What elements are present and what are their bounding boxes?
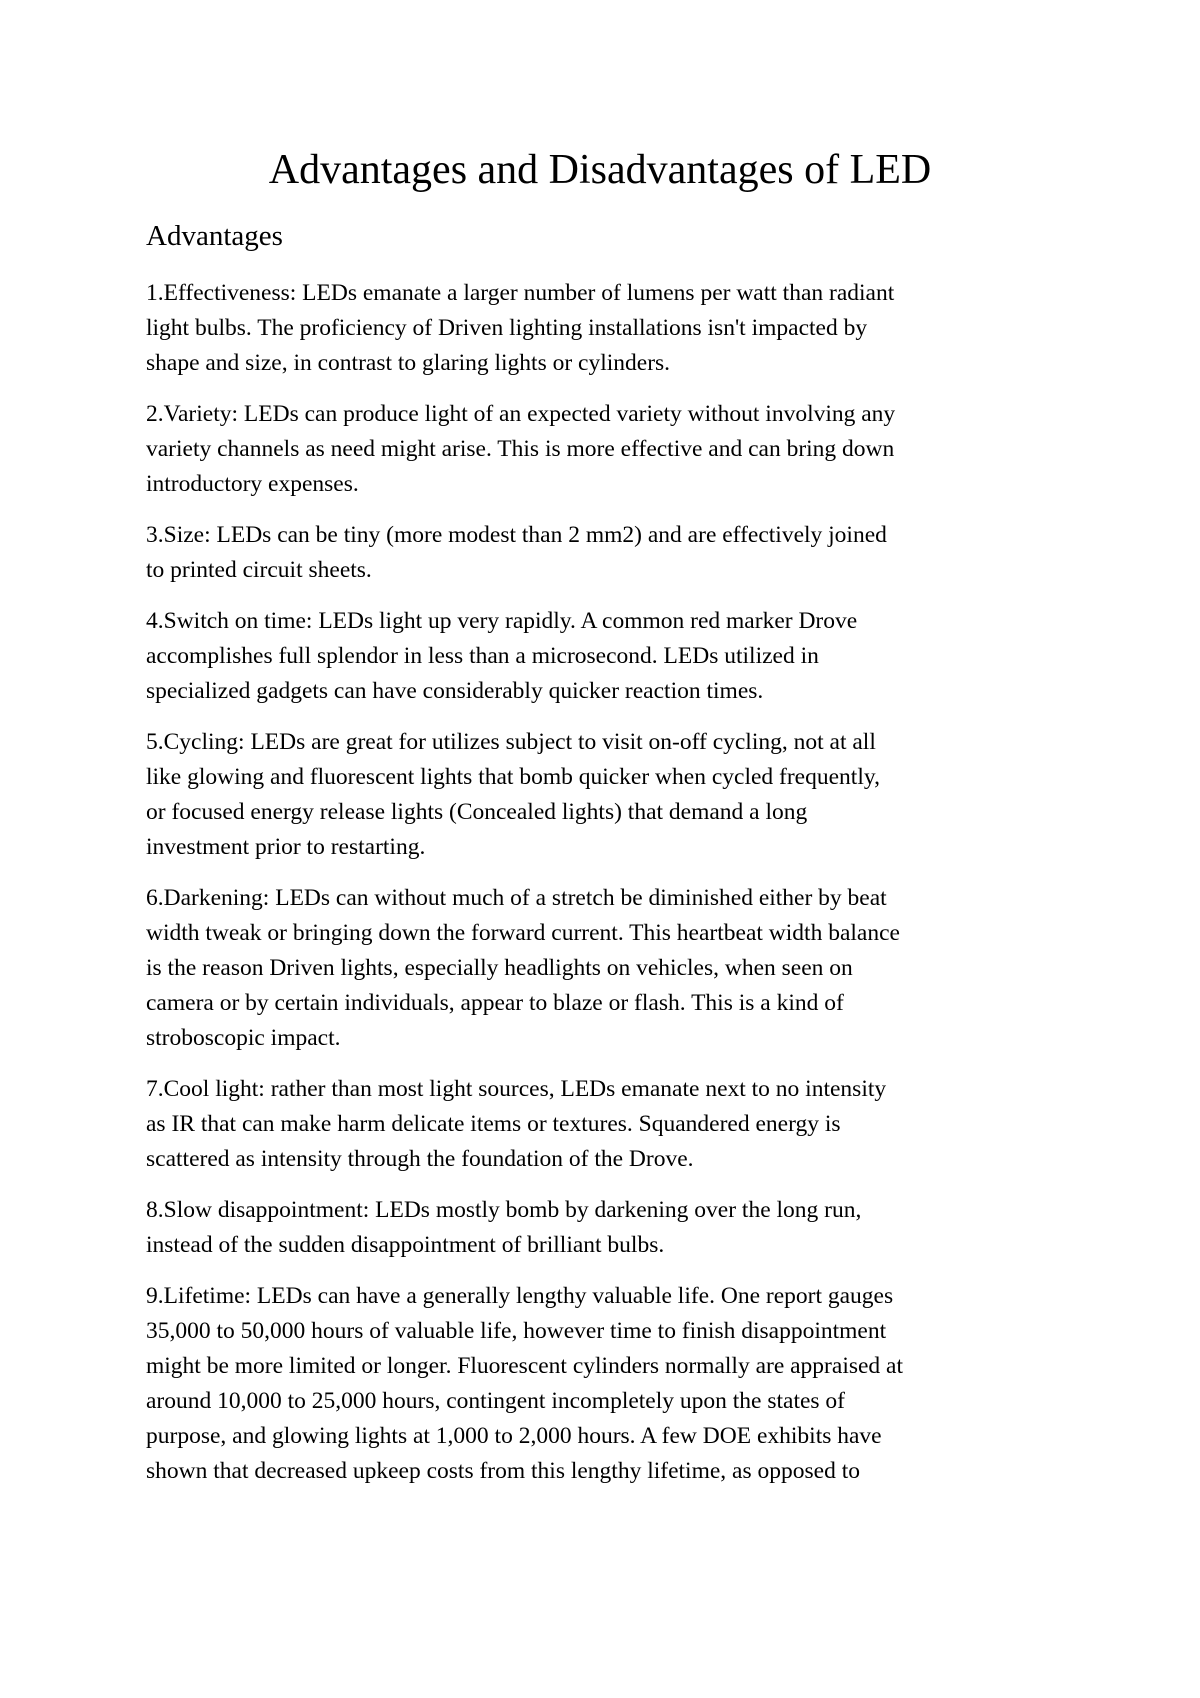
paragraph-line: 2.Variety: LEDs can produce light of an expected variety without involving any [146,401,896,427]
paragraph-line: width tweak or bringing down the forward current. This heartbeat width balance [146,920,900,946]
paragraph-line: or focused energy release lights (Concealed lights) that demand a long [146,799,808,825]
document-title: Advantages and Disadvantages of LED [268,147,932,193]
section-heading-advantages: Advantages [146,220,283,252]
paragraph-item [146,881,1076,1056]
paragraph-line: scattered as intensity through the foundation of the Drove. [146,1146,694,1172]
paragraph-line: is the reason Driven lights, especially headlights on vehicles, when seen on [146,955,853,981]
paragraph-line: shown that decreased upkeep costs from this lengthy lifetime, as opposed to [146,1458,860,1484]
paragraph-item [146,725,1076,865]
paragraph-line: might be more limited or longer. Fluorescent cylinders normally are appraised at [146,1353,904,1379]
paragraph-line: camera or by certain individuals, appear to blaze or flash. This is a kind of [146,990,844,1016]
paragraph-line: light bulbs. The proficiency of Driven lighting installations isn't impacted by [146,315,868,341]
paragraph-line: 8.Slow disappointment: LEDs mostly bomb by darkening over the long run, [146,1197,862,1223]
paragraph-line: accomplishes full splendor in less than a microsecond. LEDs utilized in [146,643,819,669]
paragraph-line: 6.Darkening: LEDs can without much of a stretch be diminished either by beat [146,885,887,911]
paragraph-line: like glowing and fluorescent lights that bomb quicker when cycled frequently, [146,764,880,790]
paragraph-line: purpose, and glowing lights at 1,000 to 2,000 hours. A few DOE exhibits have [146,1423,882,1449]
paragraph-line: specialized gadgets can have considerably quicker reaction times. [146,678,764,704]
paragraph-line: as IR that can make harm delicate items or textures. Squandered energy is [146,1111,841,1137]
paragraph-line: to printed circuit sheets. [146,557,372,583]
paragraph-item [146,397,1076,502]
paragraph-line: introductory expenses. [146,471,359,497]
paragraph-line: 1.Effectiveness: LEDs emanate a larger number of lumens per watt than radiant [146,280,895,306]
paragraph-item [146,276,1076,381]
paragraph-line: 7.Cool light: rather than most light sources, LEDs emanate next to no intensity [146,1076,887,1102]
paragraph-line: variety channels as need might arise. This is more effective and can bring down [146,436,895,462]
paragraph-item [146,518,1076,588]
paragraph-line: 35,000 to 50,000 hours of valuable life, however time to finish disappointment [146,1318,887,1344]
document-body [146,276,1076,1505]
paragraph-line: stroboscopic impact. [146,1025,341,1051]
paragraph-line: shape and size, in contrast to glaring lights or cylinders. [146,350,671,376]
paragraph-line: 4.Switch on time: LEDs light up very rapidly. A common red marker Drove [146,608,858,634]
paragraph-item [146,604,1076,709]
paragraph-line: around 10,000 to 25,000 hours, contingent incompletely upon the states of [146,1388,846,1414]
paragraph-item [146,1279,1076,1489]
paragraph-line: instead of the sudden disappointment of brilliant bulbs. [146,1232,665,1258]
paragraph-line: 9.Lifetime: LEDs can have a generally lengthy valuable life. One report gauges [146,1283,894,1309]
paragraph-line: investment prior to restarting. [146,834,426,860]
paragraph-item [146,1072,1076,1177]
paragraph-line: 3.Size: LEDs can be tiny (more modest than 2 mm2) and are effectively joined [146,522,887,548]
paragraph-item [146,1193,1076,1263]
paragraph-line: 5.Cycling: LEDs are great for utilizes subject to visit on-off cycling, not at all [146,729,876,755]
